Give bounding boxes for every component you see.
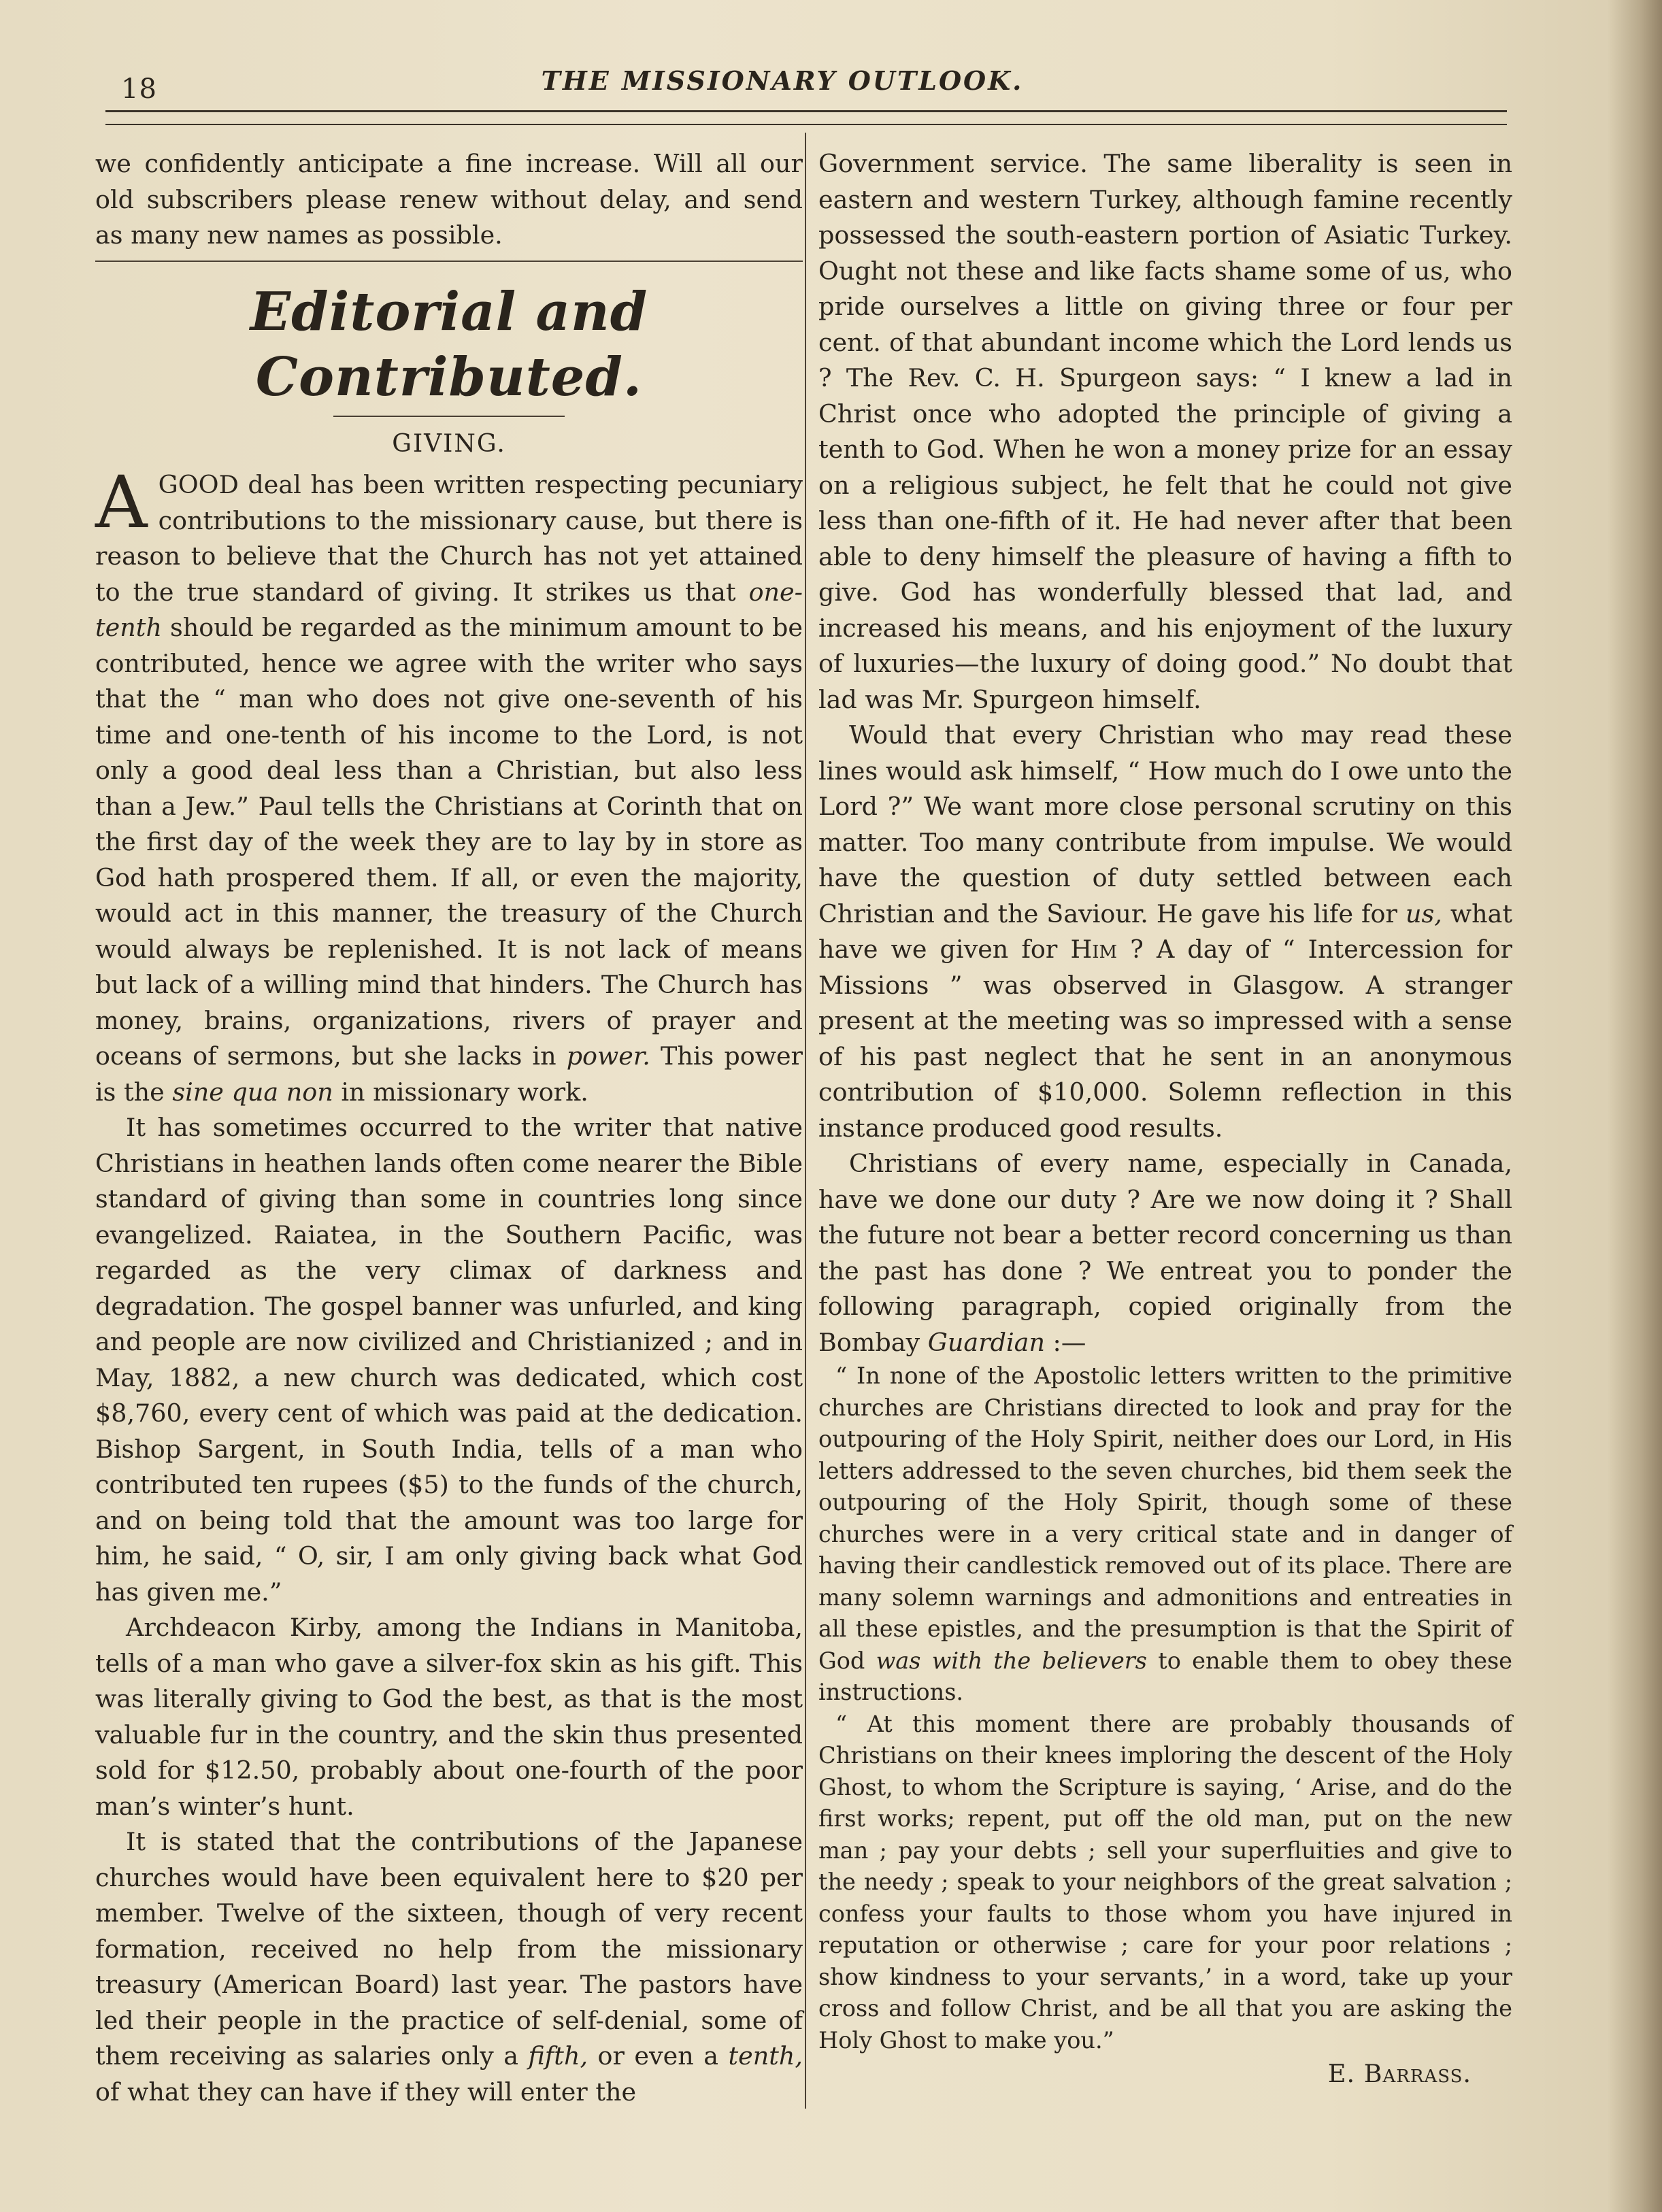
right-column: [818, 146, 1512, 2092]
article-paragraph: It is stated that the contributions of the Japanese churches would have been equivalent here to $20 per member. Twelve of the sixteen, though of very recent formation, received no help from the missionary treasury (American Board) last year. The pastors have led their people in the practice of self-denial, some of them receiving as salaries only a fifth, or even a tenth, of what they can have if they will enter the: [95, 1827, 803, 2107]
article-paragraph: Archdeacon Kirby, among the Indians in Manitoba, tells of a man who gave a silver-fox skin as his gift. This was literally giving to God the best, as that is the most valuable fur in the country, and the skin thus presented sold for $12.50, probably about one-fourth of the poor man’s winter’s hunt.: [95, 1613, 803, 1821]
article-paragraph: Would that every Christian who may read these lines would ask himself, “ How much do I owe unto the Lord ?” We want more close personal scrutiny on this matter. Too many contribute from impulse. We would have the question of duty settled between each Christian and the Saviour. He gave his life for us, what have we given for Him ? A day of “ Intercession for Missions ” was observed in Glasgow. A stranger present at the meeting was so impressed with a sense of his past neglect that he sent in an anonymous contribution of $10,000. Solemn reflection in this instance produced good results.: [818, 720, 1513, 1143]
header-rule: [105, 110, 1507, 112]
section-rule: [95, 261, 803, 262]
article-title: GIVING.: [392, 429, 506, 458]
drop-cap: A: [95, 460, 148, 544]
page-binding-shadow: [1608, 0, 1662, 2212]
heading-rule: [333, 416, 565, 417]
author-signature: E. Barrass.: [1327, 2059, 1472, 2088]
left-column: [95, 146, 803, 2110]
header-rule-secondary: [105, 124, 1507, 125]
article-paragraph: AGOOD deal has been written respecting pecuniary contributions to the missionary cause, but there is reason to believe that the Church has not yet attained to the true standard of giving. It strikes us that one-tenth should be regarded as the minimum amount to be contributed, hence we agree with the writer who says that the “ man who does not give one-seventh of his time and one-tenth of his income to the Lord, is not only a good deal less than a Christian, but also less than a Jew.” Paul tells the Christians at Corinth that on the first day of the week they are to lay by in store as God hath prospered them. If all, or even the majority, would act in this manner, the treasury of the Church would always be replenished. It is not lack of means but lack of a willing mind that hinders. The Church has money, brains, organizations, rivers of prayer and oceans of sermons, but she lacks in power. This power is the sine qua non in missionary work.: [95, 460, 803, 1107]
quote-paragraph: “ In none of the Apostolic letters written to the primitive churches are Christians directed to look and pray for the outpouring of the Holy Spirit, neither does our Lord, in His letters addressed to the seven churches, bid them seek the outpouring of the Holy Spirit, though some of these churches were in a very critical state and in danger of having their candlestick removed out of its place. There are many solemn warnings and admonitions and entreaties in all these epistles, and the presumption is that the Spirit of God was with the believers to enable them to obey these instructions.: [818, 1362, 1512, 1705]
intro-paragraph: we confidently anticipate a fine increase. Will all our old subscribers please renew without delay, and send as many new names as possible.: [95, 149, 803, 250]
page-number: 18: [121, 73, 157, 105]
article-paragraph: It has sometimes occurred to the writer that native Christians in heathen lands often come nearer the Bible standard of giving than some in countries long since evangelized. Raiatea, in the Southern Pacific, was regarded as the very climax of darkness and degradation. The gospel banner was unfurled, and king and people are now civilized and Christianized ; and in May, 1882, a new church was dedicated, which cost $8,760, every cent of which was paid at the dedication. Bishop Sargent, in South India, tells of a man who contributed ten rupees ($5) to the funds of the church, and on being told that the amount was too large for him, he said, “ O, sir, I am only giving back what God has given me.”: [95, 1113, 803, 1607]
article-paragraph: Government service. The same liberality is seen in eastern and western Turkey, although famine recently possessed the south-eastern portion of Asiatic Turkey. Ought not these and like facts shame some of us, who pride ourselves a little on giving three or four per cent. of that abundant income which the Lord lends us ? The Rev. C. H. Spurgeon says: “ I knew a lad in Christ once who adopted the principle of giving a tenth to God. When he won a money prize for an essay on a religious subject, he felt that he could not give less than one-fifth of it. He had never after that been able to deny himself the pleasure of having a fifth to give. God has wonderfully blessed that lad, and increased his means, and his enjoyment of the luxury of luxuries—the luxury of doing good.” No doubt that lad was Mr. Spurgeon himself.: [818, 149, 1512, 714]
quote-paragraph: “ At this moment there are probably thousands of Christians on their knees imploring the descent of the Holy Ghost, to whom the Scripture is saying, ‘ Arise, and do the first works; repent, put off the old man, put on the new man ; pay your debts ; sell your superfluities and give to the needy ; speak to your neighbors of the great salvation ; confess your faults to those whom you have injured in reputation or otherwise ; care for your poor relations ; show kindness to your servants,’ in a word, take up your cross and follow Christ, and be all that you are asking the Holy Ghost to make you.”: [818, 1710, 1512, 2054]
article-paragraph: Christians of every name, especially in Canada, have we done our duty ? Are we now doing it ? Shall the future not bear a better record concerning us than the past has done ? We entreat you to ponder the following paragraph, copied originally from the Bombay Guardian :—: [818, 1149, 1512, 1357]
block-quote: [818, 1360, 1512, 2056]
running-title: THE MISSIONARY OUTLOOK.: [541, 65, 1024, 96]
section-heading: Editorial and Contributed.: [250, 280, 648, 408]
column-divider: [805, 133, 806, 2109]
